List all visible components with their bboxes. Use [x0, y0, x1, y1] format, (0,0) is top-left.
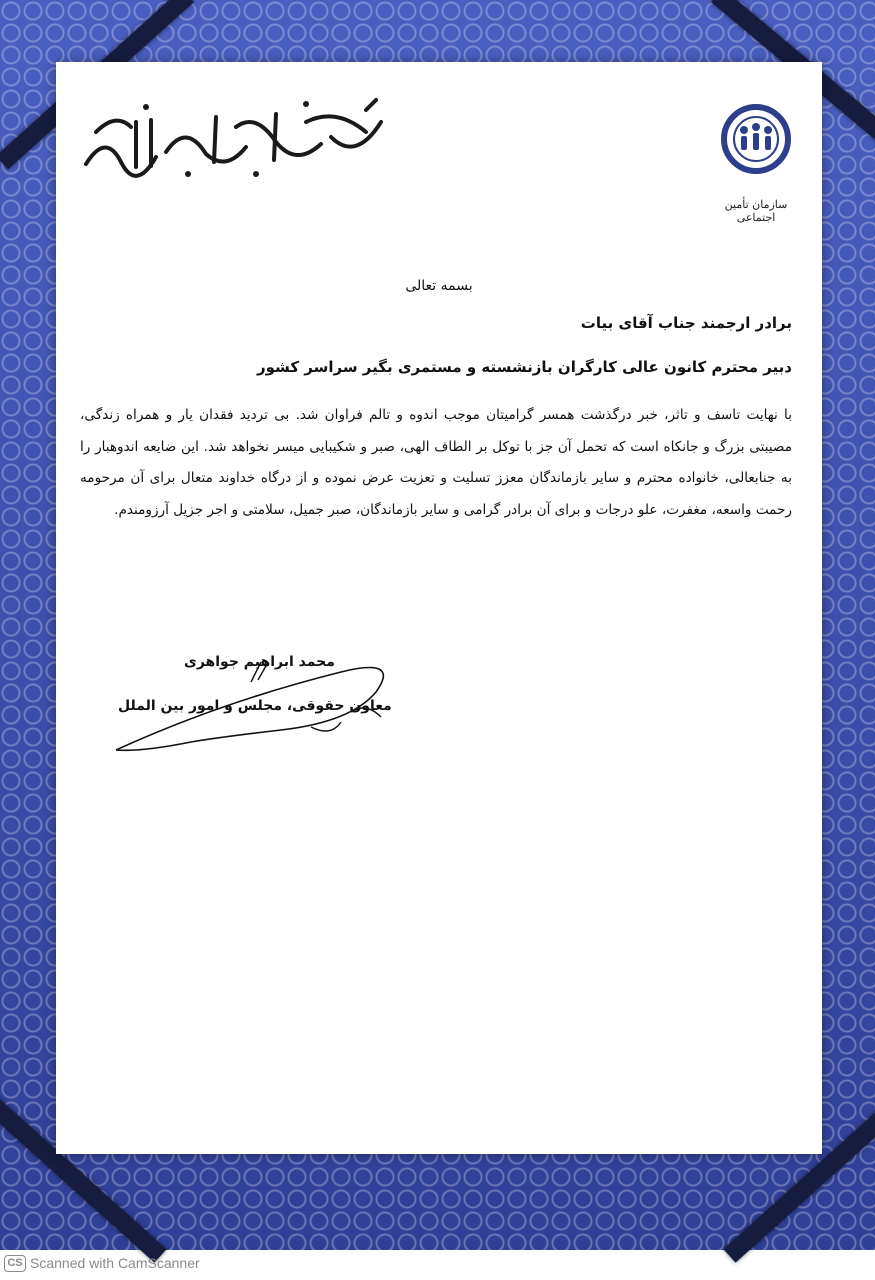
recipient-line: برادر ارجمند جناب آقای بیات: [580, 314, 792, 332]
social-security-logo: [711, 94, 801, 234]
signatory-name: محمد ابراهیم جواهری: [184, 654, 335, 670]
signatory-title: معاون حقوقی، مجلس و امور بین الملل: [118, 698, 392, 714]
recipient-position: دبیر محترم کانون عالی کارگران بازنشسته و مستمری بگیر سراسر کشور: [257, 358, 792, 376]
social-security-emblem-icon: [711, 94, 801, 194]
camscanner-icon: CS: [4, 1255, 26, 1272]
logo-caption: سازمان تأمین اجتماعی: [724, 198, 788, 224]
letter-paper: [56, 62, 822, 1154]
quran-verse-calligraphy: [76, 92, 396, 182]
watermark-text: Scanned with CamScanner: [30, 1255, 200, 1271]
letter-body: با نهایت تاسف و تاثر، خبر درگذشت همسر گرامیتان موجب اندوه و تالم فراوان شد. بی تردید فقدان یار و همراه زندگی، مصیبتی بزرگ و جانکاه است که تحمل آن جز با توکل بر الطاف الهی، صبر و شکیبایی میسر نخواهد شد. این ضایعه اندوهبار را به جنابعالی، خانواده محترم و سایر بازماندگان معزز تسلیت و تعزیت عرض نموده و از درگاه خداوند متعال برای آن مرحومه رحمت واسعه، مغفرت، علو درجات و برای آن برادر گرامی و سایر بازماندگان، صبر جمیل، سلامتی و اجر جزیل آرزومندم.: [80, 407, 792, 518]
handwritten-signature: [101, 642, 401, 762]
bismillah-heading: بسمه تعالی: [405, 278, 473, 294]
camscanner-watermark: [4, 1254, 200, 1272]
